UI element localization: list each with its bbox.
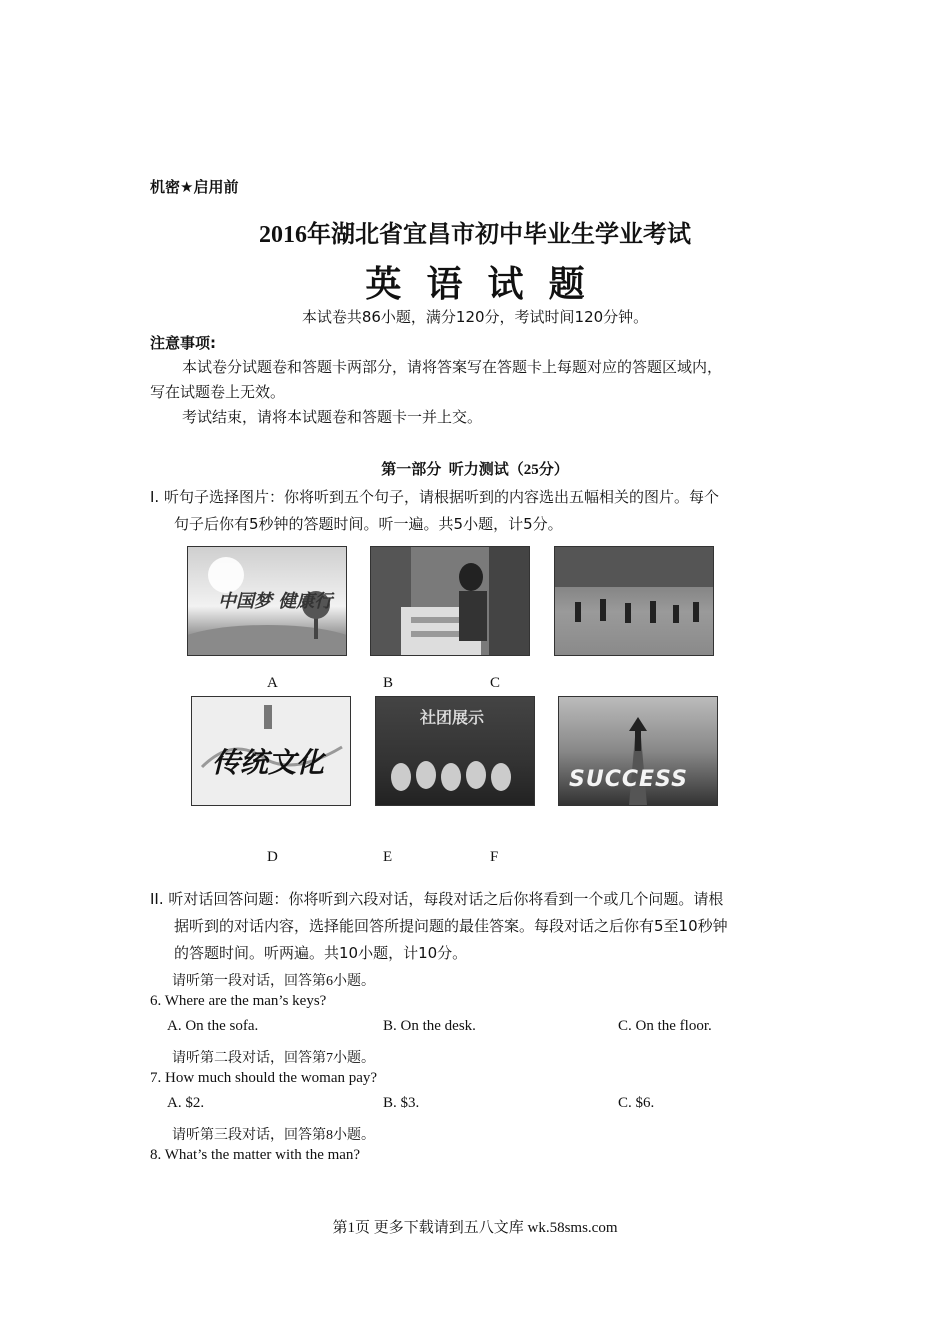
q7-option-b: B. $3. [383,1095,420,1111]
q6-option-c: C. On the floor. [618,1018,712,1034]
picture-d [191,696,351,806]
label-b: B [383,675,394,691]
question-8: 8. What’s the matter with the man? [150,1147,361,1163]
label-f: F [490,849,499,865]
notice-line-2: 写在试题卷上无效。 [150,385,286,401]
part1-title: 第一部分 听力测试（25分） [381,462,569,478]
picture-e [375,696,535,806]
picture-d-text: 传统文化 [212,746,325,779]
label-e: E [383,849,393,865]
section1-line-2: 句子后你有5秒钟的答题时间。听一遍。共5小题，计5分。 [174,515,563,533]
instruction-q7: 请听第二段对话，回答第7小题。 [172,1051,375,1066]
picture-a-text: 中国梦 健康行 [218,591,333,612]
picture-e-text: 社团展示 [420,708,485,727]
notice-title: 注意事项: [150,334,216,352]
q7-option-a: A. $2. [167,1095,205,1111]
notice-line-1: 本试卷分试题卷和答题卡两部分，请将答案写在答题卡上每题对应的答题区域内， [182,360,723,376]
section2-line-1: II. 听对话回答问题：你将听到六段对话，每段对话之后你将看到一个或几个问题。请根 [150,890,724,908]
section2-line-2: 据听到的对话内容，选择能回答所提问题的最佳答案。每段对话之后你有5至10秒钟 [174,917,728,935]
question-7: 7. How much should the woman pay? [150,1070,378,1086]
exam-info: 本试卷共86小题，满分120分，考试时间120分钟。 [301,308,649,326]
q6-option-a: A. On the sofa. [167,1018,259,1034]
q6-option-b: B. On the desk. [383,1018,476,1034]
confidential-label: 机密★启用前 [150,178,239,196]
picture-a [187,546,347,656]
instruction-q8: 请听第三段对话，回答第8小题。 [172,1128,375,1143]
subject-title: 英 语 试 题 [365,264,585,305]
label-d: D [267,849,278,865]
question-6: 6. Where are the man’s keys? [150,993,327,1009]
exam-title: 2016年湖北省宜昌市初中毕业生学业考试 [259,222,691,248]
label-a: A [267,675,278,691]
section2-line-3: 的答题时间。听两遍。共10小题，计10分。 [174,944,468,962]
section1-line-1: Ⅰ. 听句子选择图片：你将听到五个句子，请根据听到的内容选出五幅相关的图片。每个 [150,488,719,506]
q7-option-c: C. $6. [618,1095,655,1111]
page-footer: 第1页 更多下载请到五八文库 wk.58sms.com [332,1220,618,1236]
label-c: C [490,675,501,691]
instruction-q6: 请听第一段对话，回答第6小题。 [172,974,375,989]
picture-b [370,546,530,656]
picture-c [554,546,714,656]
notice-line-3: 考试结束，请将本试题卷和答题卡一并上交。 [182,410,483,426]
picture-f [558,696,718,806]
picture-f-text: SUCCESS [569,767,688,792]
